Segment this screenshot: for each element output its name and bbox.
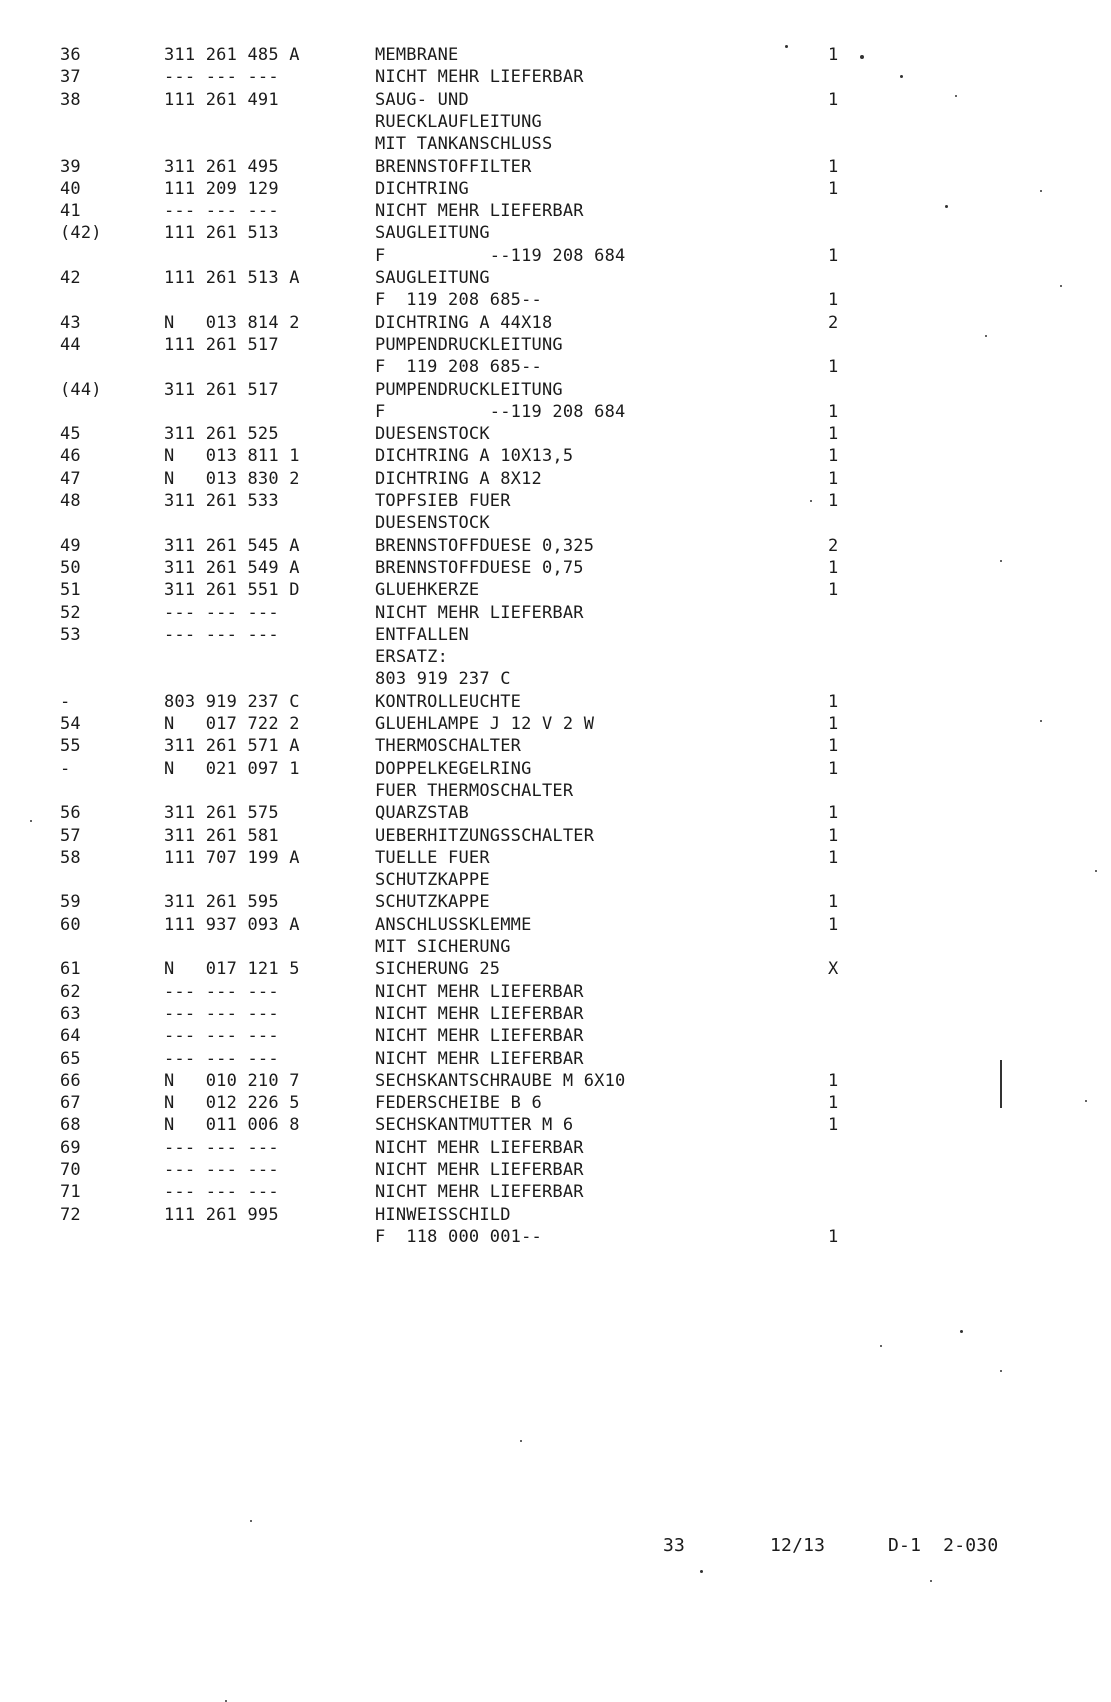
page-number: 33 [663,1535,686,1556]
part-number: N 017 121 5 [164,959,300,980]
quantity: 1 [828,758,839,779]
table-row [0,445,1111,467]
position-number: 69 [60,1137,81,1158]
quantity: 1 [828,1093,839,1114]
part-description: MEMBRANE [375,45,459,65]
quantity: 1 [828,491,839,511]
page-footer [0,1535,1111,1557]
table-row [0,401,1111,423]
table-row [0,1092,1111,1114]
position-number: 59 [60,892,81,913]
quantity: 1 [828,401,839,422]
part-number: --- --- --- [164,624,279,645]
position-number: 51 [60,580,81,601]
table-row [0,200,1111,222]
part-number: 311 261 571 A [164,736,300,757]
part-number: 111 707 199 A [164,847,300,868]
quantity: 1 [828,89,839,110]
quantity: 1 [828,1115,839,1136]
table-row [0,869,1111,891]
position-number: 65 [60,1048,81,1069]
position-number: 71 [60,1182,81,1203]
quantity: 1 [828,803,839,824]
part-description: NICHT MEHR LIEFERBAR [375,1003,584,1024]
quantity: 1 [828,557,839,578]
part-description: MIT TANKANSCHLUSS [375,134,553,155]
part-description: 803 919 237 C [375,669,511,690]
part-number: N 013 830 2 [164,468,300,489]
position-number: 38 [60,89,81,110]
position-number: (44) [60,379,102,400]
table-row [0,289,1111,311]
table-row [0,1226,1111,1248]
table-row [0,1114,1111,1136]
table-row [0,512,1111,534]
position-number: 70 [60,1160,81,1180]
quantity: 1 [828,736,839,757]
position-number: 50 [60,557,81,578]
quantity: 1 [828,178,839,199]
position-number: (42) [60,223,102,244]
part-description: QUARZSTAB [375,803,469,824]
part-number: 111 261 491 [164,89,279,110]
part-number: --- --- --- [164,201,279,222]
part-description: DOPPELKEGELRING [375,758,532,779]
table-row [0,1025,1111,1047]
part-description: DUESENSTOCK [375,424,490,445]
table-row [0,133,1111,155]
table-row [0,468,1111,490]
table-row [0,1159,1111,1181]
table-row [0,1137,1111,1159]
table-row [0,802,1111,824]
part-number: 803 919 237 C [164,691,300,712]
position-number: 66 [60,1070,81,1091]
table-row [0,44,1111,66]
table-row [0,668,1111,690]
part-description: SICHERUNG 25 [375,959,501,980]
quantity: 1 [828,1226,839,1247]
part-number: --- --- --- [164,1182,279,1203]
part-description: F 119 208 685-- [375,290,542,311]
footer-reference: D-1 2-030 [888,1535,999,1556]
part-description: ENTFALLEN [375,624,469,645]
part-description: FUER THERMOSCHALTER [375,780,574,801]
table-row [0,646,1111,668]
part-description: MIT SICHERUNG [375,937,511,957]
part-description: TOPFSIEB FUER [375,491,511,511]
quantity: 1 [828,446,839,467]
part-description: PUMPENDRUCKLEITUNG [375,379,563,400]
part-description: F 119 208 685-- [375,357,542,378]
position-number: 48 [60,491,81,511]
part-description: UEBERHITZUNGSSCHALTER [375,825,595,846]
part-number: N 013 814 2 [164,312,300,333]
part-number: 111 261 517 [164,334,279,355]
position-number: 61 [60,959,81,980]
part-number: 311 261 517 [164,379,279,400]
table-row [0,490,1111,512]
part-number: --- --- --- [164,1160,279,1180]
position-number: 37 [60,67,81,88]
part-description: THERMOSCHALTER [375,736,522,757]
table-row [0,735,1111,757]
part-description: DICHTRING A 44X18 [375,312,553,333]
part-number: --- --- --- [164,1048,279,1069]
part-description: NICHT MEHR LIEFERBAR [375,67,584,88]
quantity: 2 [828,535,839,556]
part-description: DUESENSTOCK [375,513,490,534]
position-number: - [60,758,71,779]
position-number: 41 [60,201,81,222]
part-description: TUELLE FUER [375,847,490,868]
quantity: 1 [828,847,839,868]
part-description: NICHT MEHR LIEFERBAR [375,1048,584,1069]
part-description: NICHT MEHR LIEFERBAR [375,1160,584,1180]
quantity: 1 [828,290,839,311]
part-description: HINWEISSCHILD [375,1204,511,1225]
part-number: --- --- --- [164,67,279,88]
part-description: NICHT MEHR LIEFERBAR [375,1137,584,1158]
part-description: NICHT MEHR LIEFERBAR [375,201,584,222]
part-number: 111 261 513 [164,223,279,244]
table-row [0,891,1111,913]
table-row [0,624,1111,646]
part-number: 311 261 525 [164,424,279,445]
part-description: SCHUTZKAPPE [375,892,490,913]
part-description: GLUEHKERZE [375,580,480,601]
position-number: 47 [60,468,81,489]
part-description: NICHT MEHR LIEFERBAR [375,1182,584,1203]
table-row [0,1048,1111,1070]
position-number: 44 [60,334,81,355]
quantity: 1 [828,156,839,177]
quantity: 1 [828,245,839,266]
table-row [0,1070,1111,1092]
part-number: --- --- --- [164,981,279,1002]
table-row [0,825,1111,847]
part-description: ANSCHLUSSKLEMME [375,914,532,935]
position-number: 52 [60,602,81,623]
part-number: --- --- --- [164,1003,279,1024]
position-number: 72 [60,1204,81,1225]
quantity: 2 [828,312,839,333]
table-row [0,334,1111,356]
quantity: 1 [828,45,839,65]
quantity: 1 [828,357,839,378]
quantity: 1 [828,424,839,445]
quantity: X [828,959,839,980]
part-number: 311 261 595 [164,892,279,913]
part-number: 111 261 513 A [164,268,300,288]
position-number: 45 [60,424,81,445]
part-description: KONTROLLEUCHTE [375,691,522,712]
position-number: 43 [60,312,81,333]
table-row [0,691,1111,713]
footer-date: 12/13 [770,1535,826,1556]
table-row [0,780,1111,802]
table-row [0,758,1111,780]
table-row [0,89,1111,111]
quantity: 1 [828,914,839,935]
table-row [0,245,1111,267]
table-row [0,981,1111,1003]
position-number: 54 [60,714,81,734]
part-description: SAUG- UND [375,89,469,110]
position-number: 40 [60,178,81,199]
position-number: 36 [60,45,81,65]
part-number: 311 261 581 [164,825,279,846]
part-number: 311 261 545 A [164,535,300,556]
quantity: 1 [828,691,839,712]
table-row [0,847,1111,869]
part-description: SECHSKANTSCHRAUBE M 6X10 [375,1070,626,1091]
table-row [0,222,1111,244]
part-description: RUECKLAUFLEITUNG [375,111,542,132]
part-number: N 011 006 8 [164,1115,300,1136]
table-row [0,535,1111,557]
table-row [0,66,1111,88]
part-description: SECHSKANTMUTTER M 6 [375,1115,574,1136]
part-number: 311 261 549 A [164,557,300,578]
position-number: 42 [60,268,81,288]
table-row [0,1003,1111,1025]
part-number: 311 261 575 [164,803,279,824]
part-description: BRENNSTOFFDUESE 0,75 [375,557,584,578]
position-number: 56 [60,803,81,824]
part-number: N 021 097 1 [164,758,300,779]
table-row [0,579,1111,601]
part-description: F 118 000 001-- [375,1226,542,1247]
table-row [0,602,1111,624]
table-row [0,713,1111,735]
position-number: 58 [60,847,81,868]
position-number: 63 [60,1003,81,1024]
part-description: DICHTRING [375,178,469,199]
table-row [0,1181,1111,1203]
table-row [0,267,1111,289]
part-number: N 010 210 7 [164,1070,300,1091]
part-number: --- --- --- [164,1026,279,1047]
quantity: 1 [828,825,839,846]
part-description: SAUGLEITUNG [375,268,490,288]
part-description: ERSATZ: [375,647,449,668]
table-row [0,312,1111,334]
quantity: 1 [828,1070,839,1091]
part-description: BRENNSTOFFILTER [375,156,532,177]
quantity: 1 [828,714,839,734]
table-row [0,557,1111,579]
part-description: BRENNSTOFFDUESE 0,325 [375,535,595,556]
part-number: --- --- --- [164,602,279,623]
part-description: DICHTRING A 8X12 [375,468,542,489]
table-row [0,958,1111,980]
part-description: NICHT MEHR LIEFERBAR [375,602,584,623]
part-description: SAUGLEITUNG [375,223,490,244]
part-number: --- --- --- [164,1137,279,1158]
table-row [0,111,1111,133]
part-number: N 012 226 5 [164,1093,300,1114]
table-row [0,936,1111,958]
position-number: - [60,691,71,712]
part-number: 111 937 093 A [164,914,300,935]
table-row [0,178,1111,200]
part-number: 111 261 995 [164,1204,279,1225]
part-number: 311 261 495 [164,156,279,177]
position-number: 57 [60,825,81,846]
position-number: 55 [60,736,81,757]
part-description: FEDERSCHEIBE B 6 [375,1093,542,1114]
part-number: 111 209 129 [164,178,279,199]
part-description: NICHT MEHR LIEFERBAR [375,981,584,1002]
part-number: N 017 722 2 [164,714,300,734]
part-number: 311 261 533 [164,491,279,511]
part-description: PUMPENDRUCKLEITUNG [375,334,563,355]
part-number: 311 261 485 A [164,45,300,65]
quantity: 1 [828,892,839,913]
part-number: 311 261 551 D [164,580,300,601]
position-number: 68 [60,1115,81,1136]
position-number: 39 [60,156,81,177]
position-number: 64 [60,1026,81,1047]
position-number: 60 [60,914,81,935]
part-number: N 013 811 1 [164,446,300,467]
table-row [0,156,1111,178]
position-number: 49 [60,535,81,556]
table-row [0,379,1111,401]
table-row [0,423,1111,445]
position-number: 62 [60,981,81,1002]
part-description: DICHTRING A 10X13,5 [375,446,574,467]
table-row [0,1204,1111,1226]
position-number: 46 [60,446,81,467]
part-description: NICHT MEHR LIEFERBAR [375,1026,584,1047]
part-description: SCHUTZKAPPE [375,870,490,891]
table-row [0,356,1111,378]
part-description: F --119 208 684 [375,245,626,266]
position-number: 53 [60,624,81,645]
position-number: 67 [60,1093,81,1114]
quantity: 1 [828,580,839,601]
quantity: 1 [828,468,839,489]
part-description: GLUEHLAMPE J 12 V 2 W [375,714,595,734]
table-row [0,914,1111,936]
part-description: F --119 208 684 [375,401,626,422]
